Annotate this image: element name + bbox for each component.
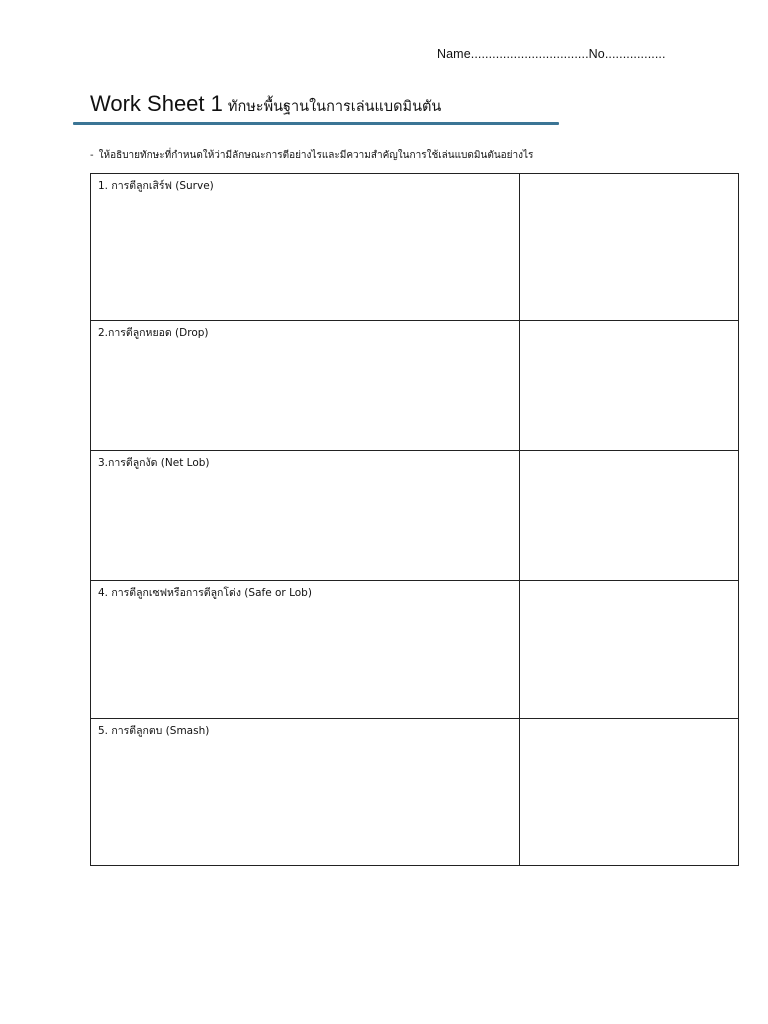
table-row [91,321,739,451]
worksheet-title-main: Work Sheet 1 [90,91,223,116]
answer-cell-serve[interactable] [520,174,739,321]
question-cell-smash[interactable] [91,719,520,866]
question-cell-net-lob[interactable] [91,451,520,581]
question-label: 1. การตีลูกเสิร์ฟ (Surve) [98,180,214,192]
name-number-line[interactable]: Name.................................No................. [437,47,666,61]
question-label: 5. การตีลูกตบ (Smash) [98,725,210,737]
instruction-text: ให้อธิบายทักษะที่กำหนดให้ว่ามีลักษณะการตีอย่างไรและมีความสำคัญในการใช้เล่นแบดมินตันอย่างไร [98,150,534,161]
worksheet-title-subject: ทักษะพื้นฐานในการเล่นแบดมินตัน [227,99,442,115]
table-row [91,451,739,581]
table-row [91,719,739,866]
instruction-bullet: - [90,150,94,161]
table-row [91,581,739,719]
instruction [90,148,533,163]
question-label: 4. การตีลูกเซฟหรือการตีลูกโด่ง (Safe or Lob) [98,587,312,599]
answer-cell-safe-lob[interactable] [520,581,739,719]
worksheet-table [90,173,739,866]
question-cell-serve[interactable] [91,174,520,321]
title-underline [73,122,559,125]
question-cell-drop[interactable] [91,321,520,451]
answer-cell-smash[interactable] [520,719,739,866]
table-row [91,174,739,321]
answer-cell-net-lob[interactable] [520,451,739,581]
worksheet-title [90,93,441,115]
answer-cell-drop[interactable] [520,321,739,451]
question-label: 2.การตีลูกหยอด (Drop) [98,327,209,339]
question-cell-safe-lob[interactable] [91,581,520,719]
question-label: 3.การตีลูกงัด (Net Lob) [98,457,210,469]
